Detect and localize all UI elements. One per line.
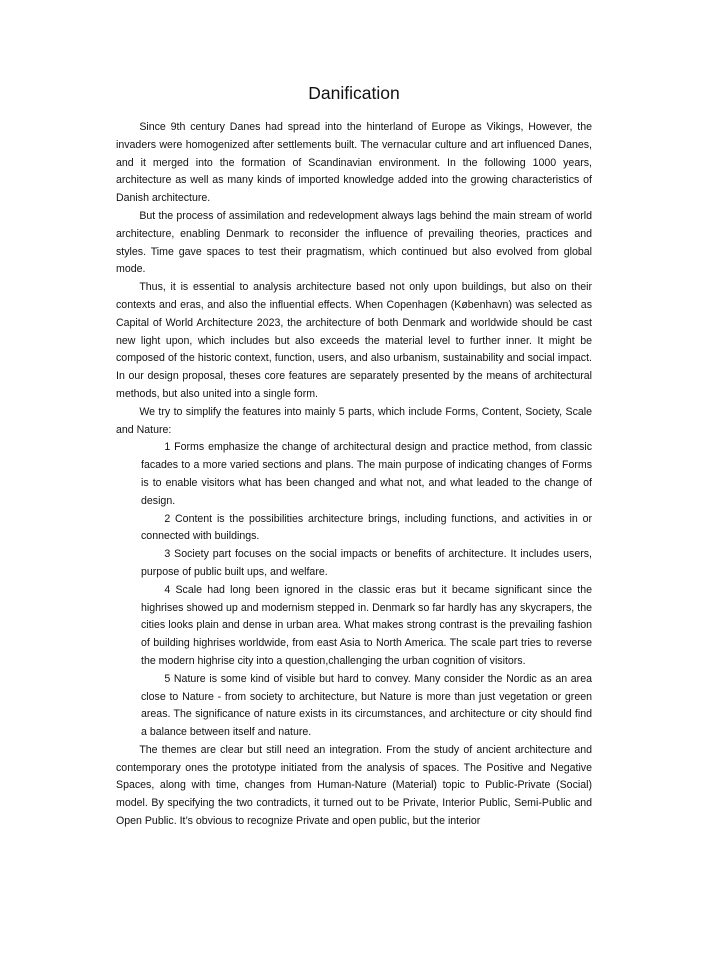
feature-item-society: 3 Society part focuses on the social impacts or benefits of architecture. It includes users, purpose of public built ups, and welfare. xyxy=(141,548,592,578)
closing-paragraph: The themes are clear but still need an integration. From the study of ancient architecture and contemporary ones the prototype initiated from the analysis of spaces. The Positive and Negative Spaces, along with time, changes from Human-Nature (Material) topic to Public-Private (Social) model. By specifying the two contradicts, it turned out to be Private, Interior Public, Semi-Public and Open Public. It’s obvious to recognize Private and open public, but the interior xyxy=(116,743,592,828)
feature-list xyxy=(116,439,592,742)
intro-paragraph-2: But the process of assimilation and redevelopment always lags behind the main stream of world architecture, enabling Denmark to reconsider the influence of prevailing theories, practices and styles. Time gave spaces to test their pragmatism, which continued but also evolved from global mode. xyxy=(116,209,592,276)
intro-paragraph-3: Thus, it is essential to analysis architecture based not only upon buildings, but also on their contexts and eras, and also the influential effects. When Copenhagen (København) was selected as Capital of World Architecture 2023, the architecture of both Denmark and worldwide should be cast new light upon, which includes but also exceeds the material level to further inner. It might be composed of the historic context, function, users, and also urbanism, sustainability and social impact. In our design proposal, theses core features are separately presented by the means of architectural methods, but also united into a single form. xyxy=(116,281,592,400)
feature-item-scale: 4 Scale had long been ignored in the classic eras but it became significant since the highrises showed up and modernism stepped in. Denmark so far hardly has any skycrapers, the cities looks plain and dense in urban area. What makes strong contrast is the prevailing fashion of building highrises worldwide, from east Asia to North America. The scale part tries to reverse the modern highrise city into a question,challenging the urban cognition of visitors. xyxy=(141,583,592,667)
intro-paragraph-1: Since 9th century Danes had spread into the hinterland of Europe as Vikings, However, the invaders were homogenized after settlements built. The vernacular culture and art influenced Danes, and it merged into the formation of Scandinavian environment. In the following 1000 years, architecture as well as many kinds of imported knowledge added into the growing characteristics of Danish architecture. xyxy=(116,121,592,205)
feature-item-content: 2 Content is the possibilities architecture brings, including functions, and activities in or connected with buildings. xyxy=(141,512,592,543)
feature-item-forms: 1 Forms emphasize the change of architectural design and practice method, from classic facades to a more varied sections and plans. The main purpose of indicating changes of Forms is to enable visitors what has been changed and what not, and what leaded to the change of design. xyxy=(141,441,592,507)
feature-item-nature: 5 Nature is some kind of visible but hard to convey. Many consider the Nordic as an area close to Nature - from society to architecture, but Nature is more than just vegetation or green areas. The significance of nature exists in its circumstances, and architecture or city should find a balance between itself and nature. xyxy=(141,672,592,739)
document-page xyxy=(116,81,592,831)
page-title: Danification xyxy=(308,83,400,103)
intro-paragraph-4: We try to simplify the features into mainly 5 parts, which include Forms, Content, Society, Scale and Nature: xyxy=(116,405,592,436)
